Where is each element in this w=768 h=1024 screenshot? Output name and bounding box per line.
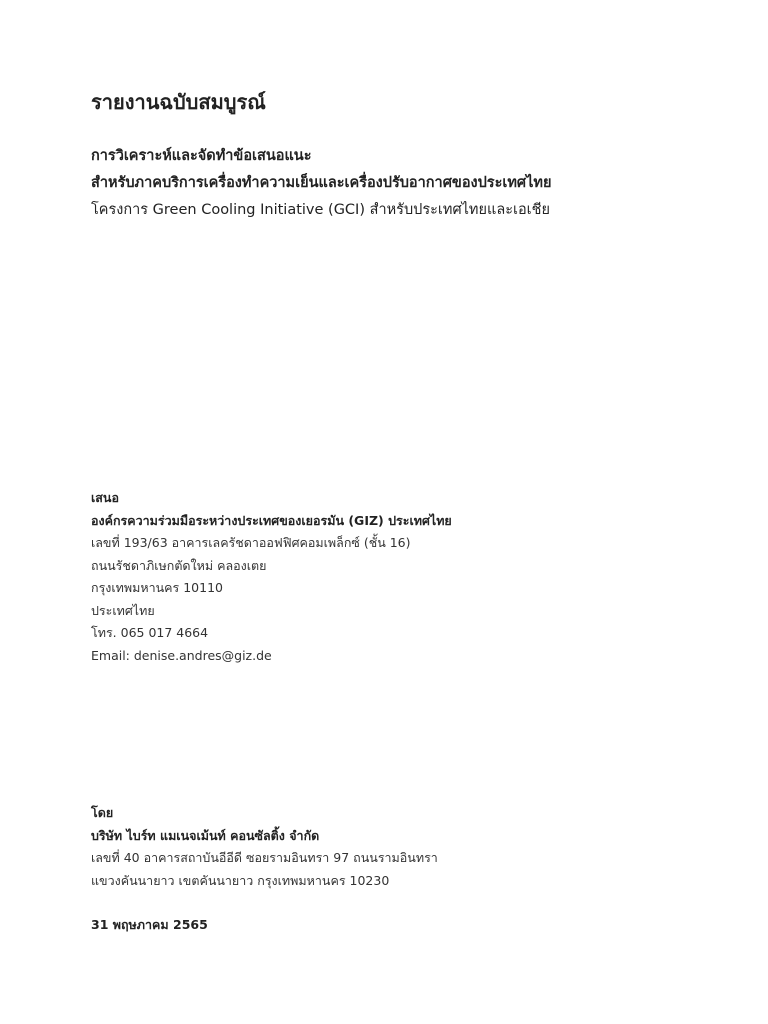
client-address-line: กรุงเทพมหานคร 10110 [91,580,223,595]
consultant-organization: บริษัท ไบร์ท แมเนจเม้นท์ คอนซัลติ้ง จำกัด [91,828,320,843]
subtitle-line-1: การวิเคราะห์และจัดทำข้อเสนอแนะ [91,148,312,164]
report-subtitle [91,143,731,224]
prepared-by-section [91,801,731,892]
consultant-address-line: แขวงคันนายาว เขตคันนายาว กรุงเทพมหานคร 10230 [91,872,390,888]
subtitle-line-2: สำหรับภาคบริการเครื่องทำความเย็นและเครื่องปรับอากาศของประเทศไทย [91,175,552,191]
client-address-line: เลขที่ 193/63 อาคารเลครัชดาออฟฟิศคอมเพล็กซ์ (ชั้น 16) [91,535,411,550]
client-address-line: ถนนรัชดาภิเษกตัดใหม่ คลองเตย [91,557,267,573]
submitted-to-section [91,486,731,667]
report-title: รายงานฉบับสมบูรณ์ [91,90,266,114]
client-email: Email: denise.andres@giz.de [91,647,272,663]
consultant-address-line: เลขที่ 40 อาคารสถาบันอีอีดี ซอยรามอินทรา 97 ถนนรามอินทรา [91,850,438,865]
report-date: 31 พฤษภาคม 2565 [91,917,208,932]
prepared-by-label: โดย [91,805,114,820]
client-phone: โทร. 065 017 4664 [91,625,209,640]
submitted-to-label: เสนอ [91,490,119,505]
project-name: โครงการ Green Cooling Initiative (GCI) สำหรับประเทศไทยและเอเชีย [91,202,550,218]
client-organization: องค์กรความร่วมมือระหว่างประเทศของเยอรมัน (GIZ) ประเทศไทย [91,513,452,528]
client-country: ประเทศไทย [91,602,155,618]
